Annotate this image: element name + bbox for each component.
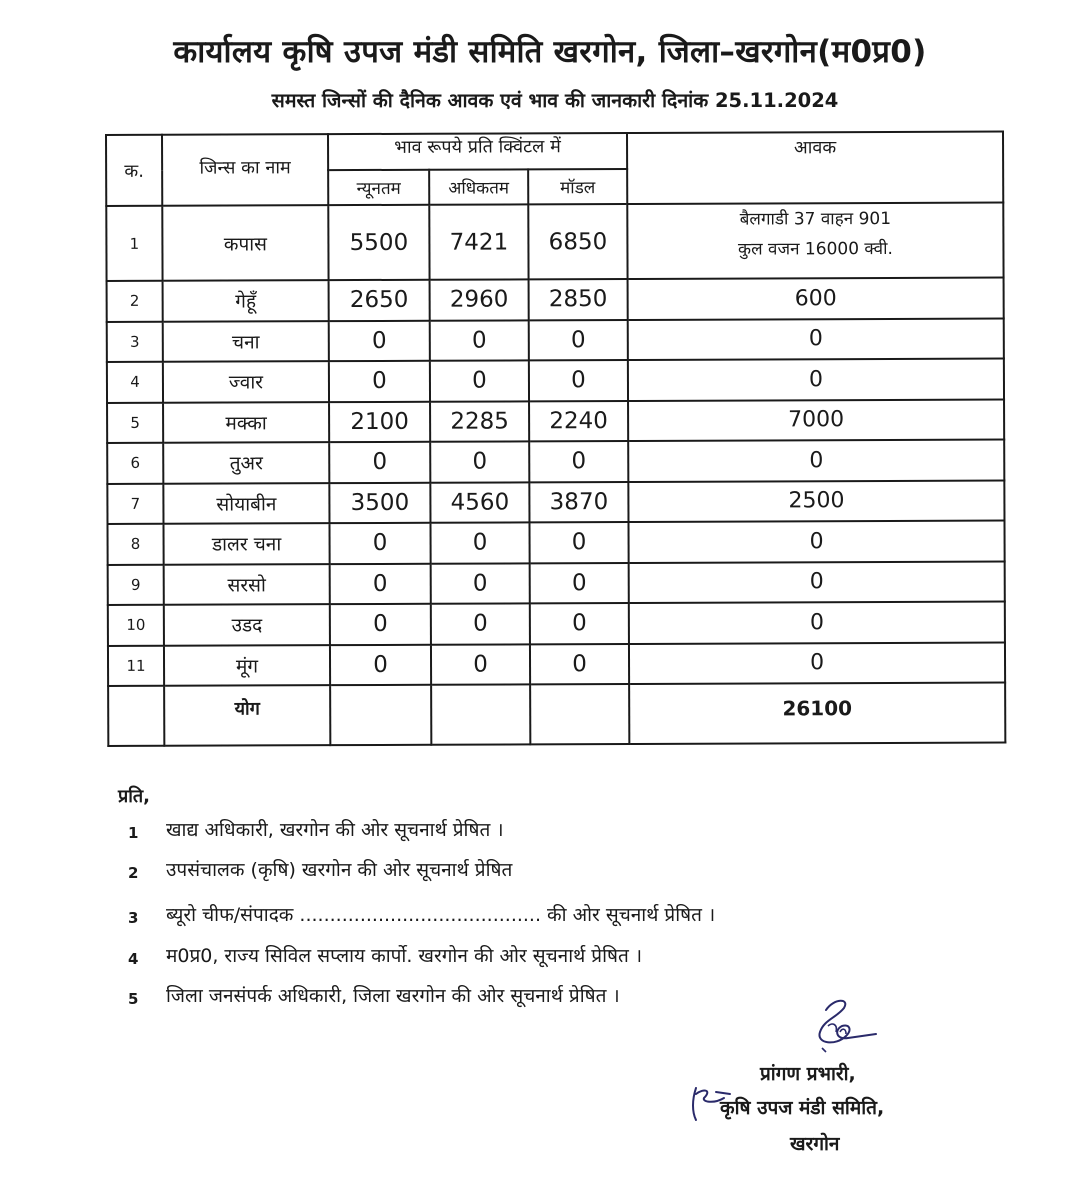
row-crop: तुअर [163,442,329,483]
row-max: 0 [430,441,529,482]
header-crop: जिन्स का नाम [162,134,328,206]
row-modal: 0 [529,360,628,401]
row-crop: मूंग [164,645,330,686]
table-row [107,318,1004,362]
row-max: 4560 [430,482,529,523]
table-row [107,480,1004,524]
total-min [330,685,431,745]
table-row [107,521,1004,565]
table-row [108,642,1005,686]
row-min: 0 [329,320,430,361]
table-body [106,203,1005,686]
row-arrival: 0 [628,318,1004,360]
row-min: 0 [330,644,431,685]
row-min: 2100 [329,401,430,442]
distribution-text: ब्यूरो चीफ/संपादक ........................................ की ओर सूचनार्थ प्रेषित । [166,904,716,926]
header-serial: क. [106,135,162,206]
row-modal: 0 [529,441,628,482]
row-min: 0 [329,361,430,402]
row-serial: 7 [107,483,163,524]
row-arrival: 600 [628,278,1004,320]
signatory-place: खरगोन [790,1133,840,1155]
distribution-number: 4 [128,950,139,968]
distribution-text: उपसंचालक (कृषि) खरगोन की ओर सूचनार्थ प्रेषित [166,859,513,881]
row-modal: 0 [529,522,628,563]
distribution-item [128,812,828,852]
table-row [108,602,1005,646]
row-crop: उडद [164,604,330,645]
row-max: 0 [431,563,530,604]
header-arrival: आवक [627,132,1003,204]
row-serial: 8 [107,524,163,565]
total-max [431,684,530,744]
row-max: 2960 [430,279,529,320]
row-crop: गेहूँ [163,280,329,321]
header-max: अधिकतम [429,169,528,204]
row-modal: 6850 [528,204,627,279]
row-arrival: 0 [628,359,1004,401]
total-row [108,683,1005,746]
header-modal: मॉडल [528,169,627,204]
row-arrival [627,203,1003,279]
table-row [107,278,1004,322]
row-serial: 1 [106,206,162,281]
distribution-item [128,852,828,892]
distribution-number: 2 [128,864,139,882]
header-price-group: भाव रूपये प्रति क्विंटल में [328,133,627,170]
distribution-list [128,812,828,1018]
row-arrival: 0 [629,561,1005,603]
row-max: 0 [431,603,530,644]
row-max: 0 [430,360,529,401]
total-arrival: 26100 [629,683,1005,744]
total-label: योग [164,685,330,746]
row-serial: 9 [108,564,164,605]
row-max: 2285 [430,401,529,442]
rates-table [105,131,1006,747]
distribution-label: प्रति, [118,786,151,807]
document-title: कार्यालय कृषि उपज मंडी समिति खरगोन, जिला–खरगोन(म0प्र0) [173,34,927,70]
row-serial: 5 [107,402,163,443]
row-max: 7421 [429,204,528,279]
signature-icon [806,996,886,1058]
row-modal: 0 [530,603,629,644]
row-arrival: 2500 [628,480,1004,522]
row-modal: 0 [530,562,629,603]
row-max: 0 [430,522,529,563]
distribution-item [128,938,828,978]
row-serial: 6 [107,443,163,484]
distribution-number: 3 [128,909,139,927]
row-min: 5500 [328,205,429,280]
row-arrival: 0 [628,440,1004,482]
table-row [107,359,1004,403]
row-crop: डालर चना [163,523,329,564]
arrival-weight: कुल वजन 16000 क्वी. [737,238,893,260]
total-serial [108,686,164,746]
table-row [107,399,1004,443]
header-min: न्यूनतम [328,170,429,205]
row-serial: 10 [108,605,164,646]
row-crop: कपास [162,205,328,281]
distribution-text: खाद्य अधिकारी, खरगोन की ओर सूचनार्थ प्रेषित । [166,819,504,841]
table-row [106,203,1003,281]
row-min: 0 [330,563,431,604]
row-serial: 4 [107,362,163,403]
distribution-text: जिला जनसंपर्क अधिकारी, जिला खरगोन की ओर सूचनार्थ प्रेषित । [166,985,620,1007]
row-crop: चना [163,321,329,362]
arrival-vehicles: बैलगाडी 37 वाहन 901 [739,208,892,230]
row-serial: 2 [107,281,163,322]
row-serial: 11 [108,645,164,686]
signature-block [690,996,990,1166]
row-min: 0 [330,604,431,645]
row-arrival: 0 [629,642,1005,684]
row-min: 3500 [329,482,430,523]
row-modal: 0 [530,643,629,684]
row-min: 0 [329,523,430,564]
total-modal [530,684,629,744]
row-crop: मक्का [163,402,329,443]
signatory-organization: कृषि उपज मंडी समिति, [720,1097,885,1119]
row-arrival: 0 [629,521,1005,563]
row-min: 0 [329,442,430,483]
table-row [108,561,1005,605]
distribution-text: म0प्र0, राज्य सिविल सप्लाय कार्पो. खरगोन की ओर सूचनार्थ प्रेषित । [166,945,643,967]
row-crop: ज्वार [163,361,329,402]
row-modal: 2240 [529,400,628,441]
row-crop: सरसो [164,564,330,605]
distribution-number: 5 [128,990,139,1008]
row-modal: 3870 [529,481,628,522]
row-arrival: 7000 [628,399,1004,441]
row-crop: सोयाबीन [163,483,329,524]
row-serial: 3 [107,321,163,362]
row-max: 0 [431,644,530,685]
distribution-number: 1 [128,824,139,842]
distribution-item [128,892,828,938]
row-arrival: 0 [629,602,1005,644]
signatory-designation: प्रांगण प्रभारी, [760,1063,856,1085]
row-modal: 0 [529,319,628,360]
table-row [107,440,1004,484]
row-max: 0 [430,320,529,361]
table-header-row [106,132,1003,171]
document-subtitle: समस्त जिन्सों की दैनिक आवक एवं भाव की जानकारी दिनांक 25.11.2024 [271,89,839,112]
row-modal: 2850 [529,279,628,320]
row-min: 2650 [329,280,430,321]
